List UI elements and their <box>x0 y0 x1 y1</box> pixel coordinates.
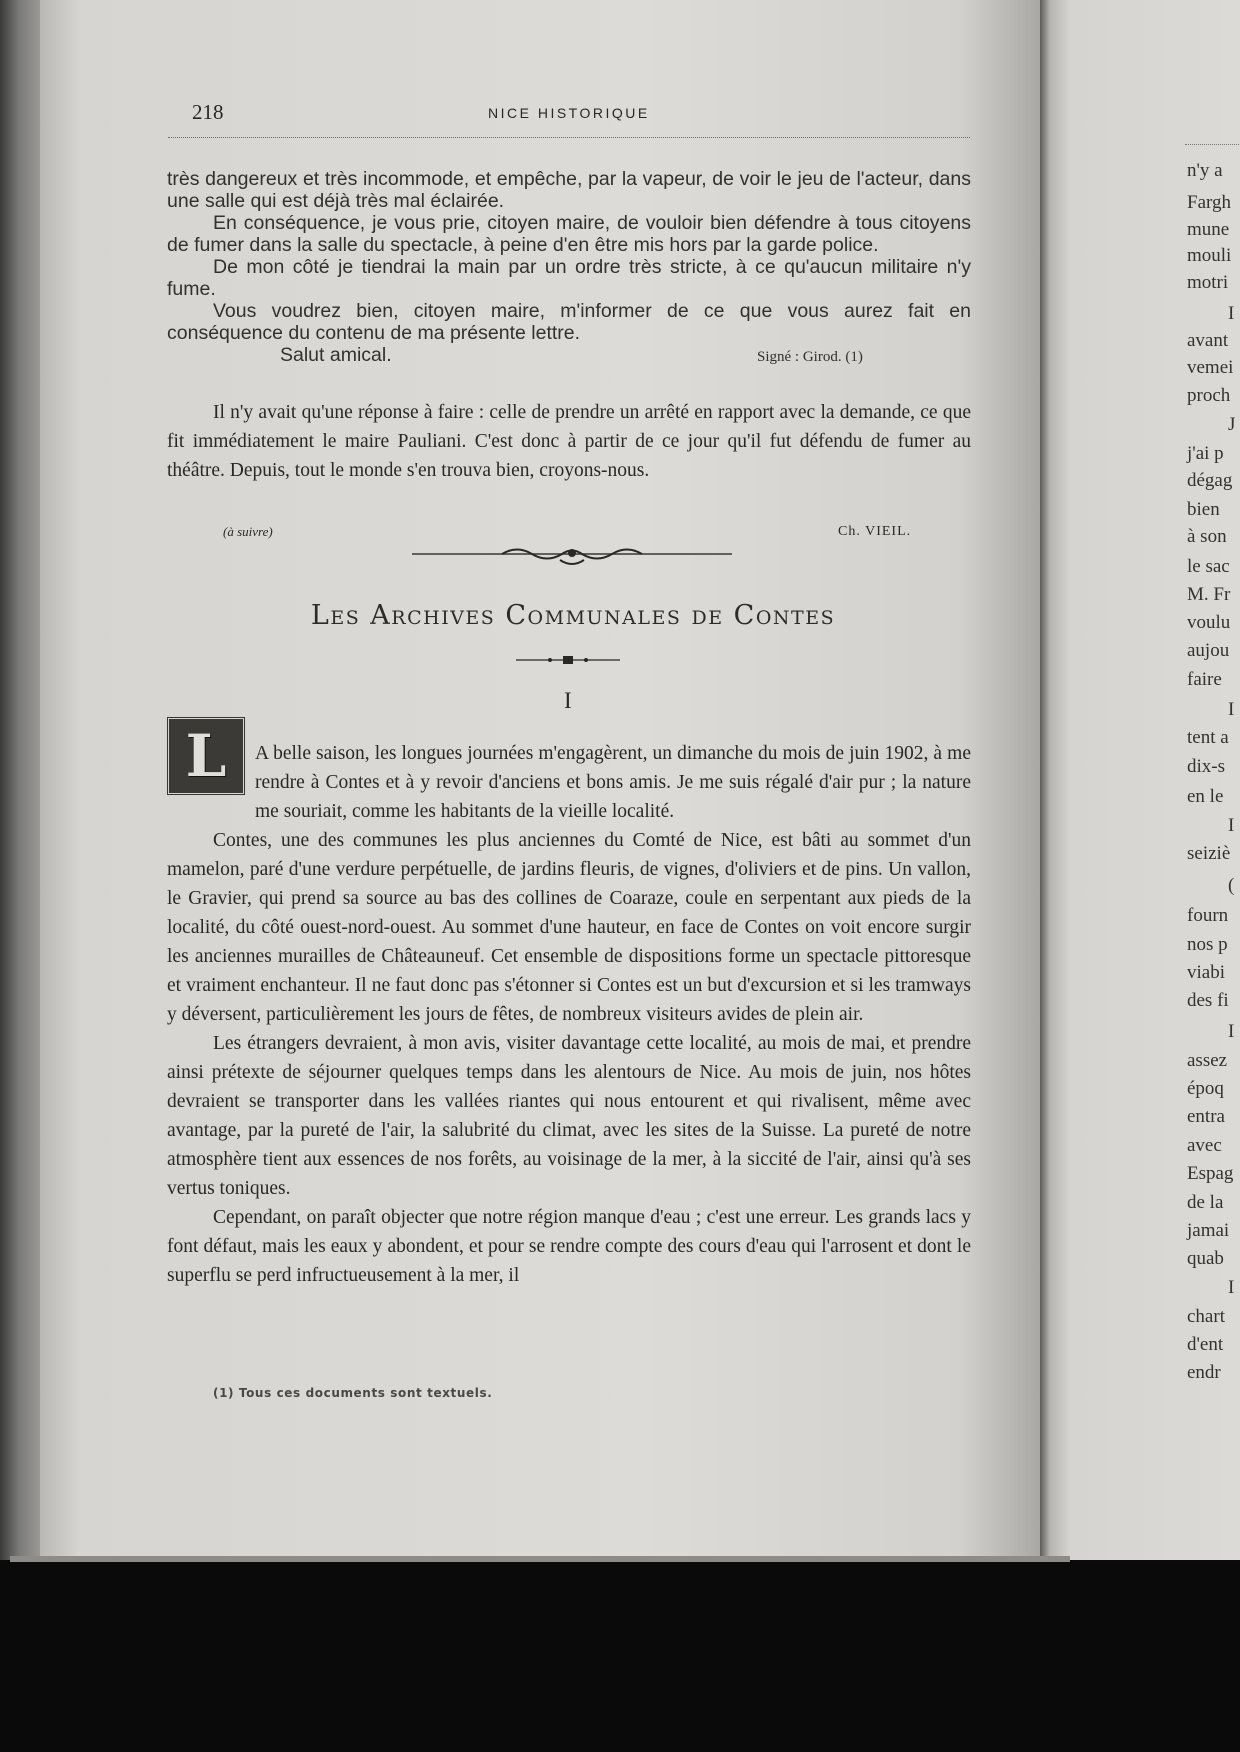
right-page-fragment: époq <box>1187 1078 1224 1099</box>
right-page-fragment: dix-s <box>1187 756 1225 777</box>
right-page-fragment: bien <box>1187 499 1220 520</box>
page-header <box>192 100 972 130</box>
right-page-fragment: I <box>1228 303 1235 324</box>
right-page-fragment: mune <box>1187 219 1230 240</box>
a-suivre: (à suivre) <box>223 524 273 539</box>
right-page-fragment: n'y a <box>1187 160 1223 181</box>
right-page-fragment: assez <box>1187 1050 1228 1071</box>
right-page-fragment: d'ent <box>1187 1334 1224 1355</box>
right-page-fragment: aujou <box>1187 640 1230 661</box>
right-page-fragment: nos p <box>1187 934 1228 955</box>
ornament-divider-icon <box>412 540 732 570</box>
right-page-fragment: en le <box>1187 786 1224 807</box>
right-page-fragment: Fargh <box>1187 192 1231 213</box>
quoted-letter <box>167 168 971 368</box>
letter-line: En conséquence, je vous prie, citoyen maire, de vouloir bien défendre à tous citoyens de fumer dans la salle du spectacle, à peine d'en être mis hors par la garde police. <box>167 212 971 256</box>
right-page-fragment: mouli <box>1187 245 1232 266</box>
paragraph: Les étrangers devraient, à mon avis, visiter davantage cette localité, au mois de mai, et prendre ainsi prétexte de séjourner quelques temps dans les alentours de Nice. Au mois de juin, nos hôtes devraient se transporter dans les vallées riantes qui nous entourent et qui rivalisent, même avec avantage, par la pureté de l'air, la salubrité du climat, avec les sites de la Suisse. La pureté de notre atmosphère tient aux essences de nos forêts, au voisinage de la mer, à la siccité de l'air, ainsi qu'à ses vertus toniques. <box>167 1033 971 1199</box>
right-page-fragment: ( <box>1228 875 1235 896</box>
right-page-fragment: fourn <box>1187 905 1229 926</box>
right-page-fragment: Espag <box>1187 1163 1234 1184</box>
right-page-fragment: le sac <box>1187 556 1230 577</box>
right-page-fragment: viabi <box>1187 962 1225 983</box>
conclusion-block <box>167 398 971 485</box>
letter-line: très dangereux et très incommode, et empêche, par la vapeur, de voir le jeu de l'acteur, dans une salle qui est déjà très mal éclairée. <box>167 168 971 212</box>
right-page-fragment: des fi <box>1187 990 1229 1011</box>
right-page-edge <box>1040 0 1240 1560</box>
page-number: 218 <box>192 100 224 124</box>
right-page-fragment: avec <box>1187 1135 1222 1156</box>
first-paragraph: A belle saison, les longues journées m'engagèrent, un dimanche du mois de juin 1902, à me rendre à Contes et à y revoir d'anciens et bons amis. Je me suis régalé d'air pur ; la nature me souriait, comme les habitants de la vieille localité. <box>255 743 971 822</box>
dropcap <box>166 716 246 796</box>
right-page-fragment: I <box>1228 1021 1235 1042</box>
section-number: I <box>564 688 572 713</box>
right-page-fragment: dégag <box>1187 470 1233 491</box>
main-text <box>167 826 971 1290</box>
header-rule <box>168 137 970 138</box>
right-page-fragment: jamai <box>1187 1220 1230 1241</box>
small-ornament-icon <box>516 653 620 667</box>
salut: Salut amical. <box>280 344 392 366</box>
conclusion-paragraph: Il n'y avait qu'une réponse à faire : celle de prendre un arrêté en rapport avec la demande, ce que fit immédiatement le maire Pauliani. C'est donc à partir de ce jour qu'il fut défendu de fumer au théâtre. Depuis, tout le monde s'en trouva bien, croyons-nous. <box>167 402 971 481</box>
right-page-fragment: motri <box>1187 272 1229 293</box>
right-page-fragment: endr <box>1187 1362 1221 1383</box>
running-title: NICE HISTORIQUE <box>488 105 650 121</box>
right-page-fragment: entra <box>1187 1106 1225 1127</box>
background-dark <box>0 1562 1240 1752</box>
right-page-fragment: I <box>1228 815 1235 836</box>
right-page-fragment: avant <box>1187 330 1229 351</box>
right-page-fragment: vemei <box>1187 357 1234 378</box>
right-page-fragment: proch <box>1187 385 1231 406</box>
right-page-fragment: quab <box>1187 1248 1224 1269</box>
paragraph: Cependant, on paraît objecter que notre région manque d'eau ; c'est une erreur. Les grands lacs y font défaut, mais les eaux y abondent, et pour se rendre compte des cours d'eau qui l'arrosent et dont le superflu se perd infructueusement à la mer, il <box>167 1207 971 1286</box>
paragraph: Contes, une des communes les plus anciennes du Comté de Nice, est bâti au sommet d'un mamelon, paré d'une verdure perpétuelle, de jardins fleuris, de vignes, d'oliviers et de pins. Un vallon, le Gravier, qui prend sa source au bas des collines de Coaraze, coule en serpentant aux pieds de la localité, du côté ouest-nord-ouest. Au sommet d'une hauteur, en face de Contes on voit encore surgir les anciennes murailles de Châteauneuf. Cet ensemble de dispositions forme un spectacle pittoresque et vraiment enchanteur. Il ne faut donc pas s'étonner si Contes est un but d'excursion et si les tramways y déversent, particulièrement les jours de fêtes, de nombreux visiteurs avides de plein air. <box>167 830 971 1025</box>
section-title: Les Archives Communales de Contes <box>310 600 836 631</box>
right-page-fragment: I <box>1228 699 1235 720</box>
footnote: (1) Tous ces documents sont textuels. <box>213 1386 493 1400</box>
dropcap-letter: L <box>185 722 227 790</box>
right-page-fragment: faire <box>1187 669 1222 690</box>
right-page-fragment: I <box>1228 1277 1235 1298</box>
right-page-fragment: seiziè <box>1187 843 1231 864</box>
right-page-fragment: M. Fr <box>1187 584 1231 605</box>
right-page-fragment: à son <box>1187 526 1227 547</box>
right-page-fragment: J <box>1228 414 1236 435</box>
right-page-rule <box>1185 144 1240 145</box>
right-page-fragment: chart <box>1187 1306 1225 1327</box>
right-page-fragment: j'ai p <box>1187 443 1224 464</box>
right-page-fragment: voulu <box>1187 612 1231 633</box>
signature: Signé : Girod. (1) <box>757 349 863 365</box>
right-page-fragment: de la <box>1187 1192 1224 1213</box>
letter-line: De mon côté je tiendrai la main par un ordre très stricte, à ce qu'aucun militaire n'y fume. <box>167 256 971 300</box>
letter-closing <box>167 344 971 368</box>
author: Ch. VIEIL. <box>838 524 912 539</box>
letter-line: Vous voudrez bien, citoyen maire, m'informer de ce que vous aurez fait en conséquence du contenu de ma présente lettre. <box>167 300 971 344</box>
right-page-fragment: tent a <box>1187 727 1229 748</box>
